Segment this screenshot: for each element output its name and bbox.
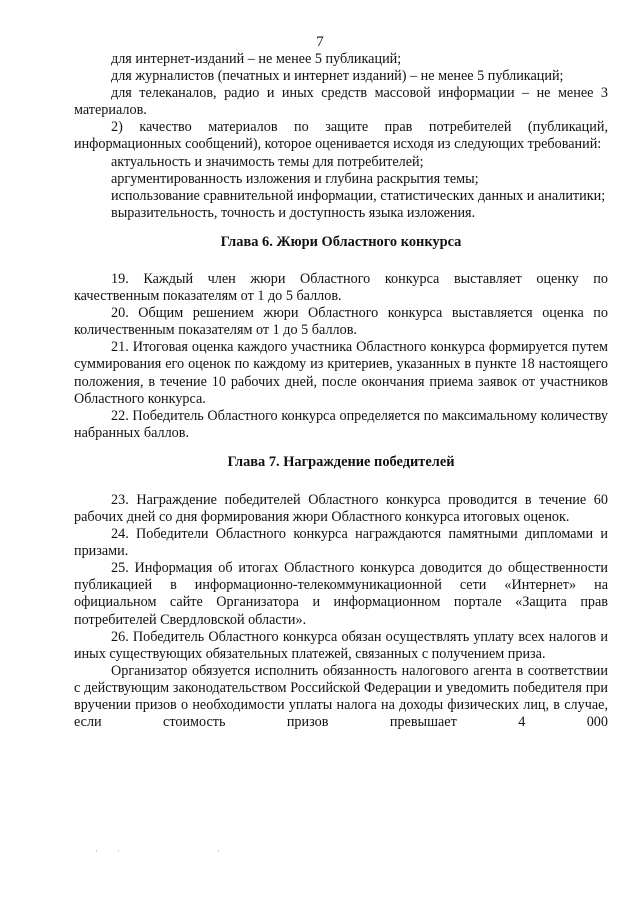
paragraph: 25. Информация об итогах Областного конкурса доводится до общественности публикацией в информационно-телекоммуникационной сети «Интернет» на официальном сайте Организатора и информационном портале «Защита прав потребителей Свердловской области». [74, 560, 608, 628]
paragraph: использование сравнительной информации, статистических данных и аналитики; [111, 187, 606, 204]
paragraph: для телеканалов, радио и иных средств массовой информации – не менее 3 материалов. [74, 85, 608, 119]
paragraph: 24. Победители Областного конкурса награждаются памятными дипломами и призами. [74, 526, 608, 560]
paragraph: 26. Победитель Областного конкурса обязан осуществлять уплату всех налогов и иных существующих обязательных платежей, связанных с получением приза. [74, 628, 608, 662]
paragraph: актуальность и значимость темы для потребителей; [111, 153, 424, 170]
paragraph: выразительность, точность и доступность языка изложения. [111, 204, 476, 221]
paragraph: для журналистов (печатных и интернет изданий) – не менее 5 публикаций; [111, 68, 564, 85]
paragraph: 19. Каждый член жюри Областного конкурса выставляет оценку по качественным показателям от 1 до 5 баллов. [74, 270, 608, 305]
paragraph: 22. Победитель Областного конкурса определяется по максимальному количеству набранных баллов. [74, 407, 608, 441]
scan-marks [96, 850, 236, 856]
paragraph: 23. Награждение победителей Областного конкурса проводится в течение 60 рабочих дней со дня формирования жюри Областного конкурса итоговых оценок. [74, 491, 608, 525]
paragraph: 2) качество материалов по защите прав потребителей (публикаций, информационных сообщений), которое оценивается исходя из следующих требований: [74, 119, 608, 153]
scan-mark [218, 850, 219, 852]
paragraph: Организатор обязуется исполнить обязанность налогового агента в соответствии с действующим законодательством Российской Федерации и уведомить победителя при вручении призов о необходимости уплаты налога на доходы физических лиц, в случае, если стоимость призов превышает 4 000 [74, 662, 608, 731]
scan-mark [118, 850, 119, 852]
document-body [74, 51, 608, 731]
page-number: 7 [316, 34, 324, 50]
chapter-7-heading: Глава 7. Награждение победителей [227, 453, 455, 470]
paragraph: для интернет-изданий – не менее 5 публикаций; [111, 51, 402, 67]
paragraph: 21. Итоговая оценка каждого участника Областного конкурса формируется путем суммирования его оценок по каждому из критериев, указанных в пункте 18 настоящего положения, в течение 10 рабочих дней, после окончания приема заявок от участников Областного конкурса. [74, 339, 608, 407]
criteria-section [74, 51, 608, 222]
scan-mark [96, 850, 97, 852]
chapter-7-section [74, 492, 608, 731]
paragraph: 20. Общим решением жюри Областного конкурса выставляется оценка по количественным показателям от 1 до 5 баллов. [74, 305, 608, 339]
paragraph: аргументированность изложения и глубина раскрытия темы; [111, 170, 479, 187]
chapter-6-section [74, 271, 608, 442]
chapter-6-heading: Глава 6. Жюри Областного конкурса [220, 233, 462, 250]
